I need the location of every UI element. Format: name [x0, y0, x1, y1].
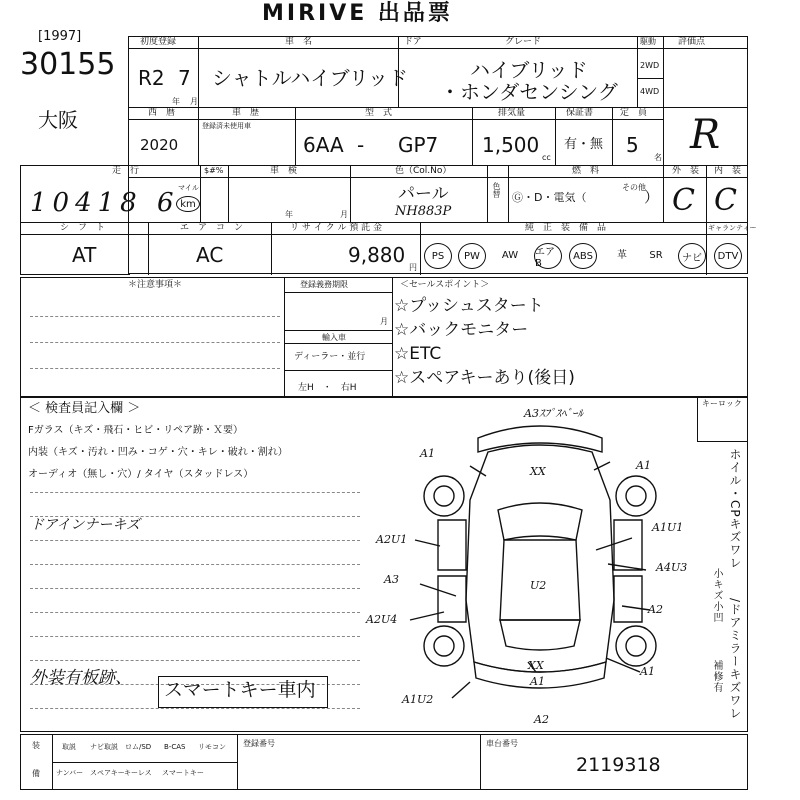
mark-a1-rear-center: A1	[530, 675, 545, 688]
ac-label: エ ア コ ン	[180, 223, 244, 233]
mark-u2-roof: U2	[530, 579, 547, 592]
recycle-unit: 円	[409, 263, 417, 272]
inspector-line2: 内装（キズ・汚れ・凹み・コゲ・穴・キレ・破れ・割れ）	[28, 447, 288, 458]
windshield-outline	[498, 503, 582, 540]
accessory-label: リモコン	[198, 743, 226, 751]
color-label: 色（Col.No）	[395, 166, 452, 176]
mark-a2u4-left: A2U4	[366, 613, 398, 626]
first-registration-era: R2	[138, 66, 165, 90]
side-note-wheel: ホイル・CPキズワレ	[728, 448, 742, 570]
registration-deadline-label: 登録義務期限	[300, 280, 348, 289]
region-label: 大阪	[38, 108, 78, 132]
accessory-label: ロム/SD	[125, 743, 152, 751]
grade-line1: ハイブリッド	[470, 58, 588, 82]
accessory-label: 取説	[62, 743, 76, 751]
displacement-unit: cc	[542, 153, 551, 162]
sales-point-2: ☆バックモニター	[394, 320, 529, 340]
mark-xx-rear: XX	[528, 659, 544, 672]
smart-key-note: スマートキー車内	[164, 679, 316, 701]
left-door-front	[438, 520, 466, 570]
year-suffix: 年	[172, 97, 180, 106]
interior-grade: C	[714, 183, 737, 218]
mileage-label: 走 行	[112, 166, 140, 176]
fuel-label: 燃 料	[572, 166, 600, 176]
rear-window-outline	[500, 620, 580, 650]
wheel-rear-left	[424, 626, 464, 666]
mark-a1-rear-right: A1	[640, 665, 655, 678]
mileage-unit: km	[176, 196, 200, 212]
mark-xx-front: XX	[530, 465, 546, 478]
seats: 5	[626, 133, 639, 157]
first-registration-month: 7	[178, 66, 191, 90]
grade-label: グレード	[505, 37, 542, 47]
displacement: 1,500	[482, 133, 540, 157]
footer-side-label-2: 備	[32, 769, 40, 778]
score-label: 評価点	[678, 37, 706, 47]
shift: AT	[72, 243, 97, 267]
accessory-label: キーレス	[124, 769, 152, 777]
car-name: シャトルハイブリッド	[212, 66, 408, 90]
mark-a1-front-right: A1	[636, 459, 651, 472]
inspector-line1: Fガラス（キズ・飛石・ヒビ・リペア跡・Ｘ要）	[28, 425, 244, 436]
drive-2wd: 2WD	[640, 61, 660, 70]
displacement-label: 排気量	[498, 108, 526, 118]
accessory-label: ナビ取説	[90, 743, 118, 751]
ac: AC	[196, 243, 224, 267]
inspection-year: 年	[285, 210, 293, 219]
seats-unit: 名	[654, 153, 662, 162]
equipment-label: 純 正 装 備 品	[525, 223, 607, 233]
accessory-label: スペアキー	[90, 769, 125, 777]
mark-a1u1-right: A1U1	[652, 521, 684, 534]
accessory-label: ナンバー	[56, 769, 84, 777]
car-name-label: 車 名	[285, 37, 313, 47]
left-door-rear	[438, 576, 466, 622]
western-year: 2020	[140, 136, 179, 154]
registration-deadline-month: 月	[380, 317, 388, 326]
sales-point-3: ☆ETC	[394, 344, 442, 364]
seats-label: 定 員	[620, 108, 648, 118]
inspection-label: 車 検	[270, 166, 298, 176]
mileage: 10418 6	[30, 188, 180, 218]
drive-4wd: 4WD	[640, 87, 660, 96]
first-registration-label: 初度登録	[140, 37, 177, 47]
side-note-small-scratch: 小キズ小凹	[711, 568, 722, 623]
drive-label: 駆動	[640, 37, 656, 46]
mark-a2-right: A2	[648, 603, 663, 616]
sd-label: $#%	[204, 166, 224, 175]
accessory-label: スマートキー	[162, 769, 204, 777]
inspector-line3: オーディオ（無し・穴）/ タイヤ（スタッドレス）	[28, 469, 254, 480]
sales-point-4: ☆スペアキーあり(後日)	[394, 368, 575, 388]
month-suffix: 月	[190, 97, 198, 106]
model-type-prefix: 6AA	[303, 133, 344, 157]
fuel-close: ）	[644, 188, 660, 206]
handle-options: 左H ・ 右H	[298, 383, 357, 393]
warranty: 有・無	[564, 137, 604, 152]
history-label: 車 歴	[232, 108, 260, 118]
fuel-options: Ⓖ・D・電気（	[512, 191, 587, 204]
equipment-item: エアB	[534, 243, 562, 269]
model-type-label: 型 式	[365, 108, 393, 118]
mark-a2-bottom: A2	[534, 713, 549, 726]
color-change-label: 色替	[492, 182, 501, 198]
right-door-rear	[614, 576, 642, 622]
wheel-front-left	[424, 476, 464, 516]
warranty-label: 保証書	[566, 108, 594, 118]
inspection-month: 月	[340, 210, 348, 219]
evaluation-score: R	[690, 112, 721, 158]
history-note: 登録済未使用車	[202, 122, 251, 130]
import-label: 輸入車	[322, 333, 346, 342]
side-note-repair: 補修有	[711, 660, 722, 693]
equipment-item: AW	[501, 250, 519, 261]
wheel-front-right	[616, 476, 656, 516]
shift-label: シ フ ト	[60, 223, 106, 233]
equipment-item: ABS	[569, 243, 597, 269]
mark-a4u3-right: A4U3	[656, 561, 688, 574]
form-title: MIRIVE 出品票	[262, 1, 453, 26]
equipment-item: PW	[458, 243, 486, 269]
exterior-label: 外 装	[672, 166, 700, 176]
equipment-item: DTV	[714, 243, 742, 269]
color: パール	[398, 184, 449, 204]
recycle-deposit: 9,880	[348, 243, 406, 267]
caution-label: ＊注意事項＊	[128, 280, 183, 290]
mileage-unit-top: マイル	[178, 184, 199, 192]
side-note-mirror: /ドアミラーキズワレ	[728, 598, 742, 721]
recycle-label: リ サ イ ク ル 預 託 金	[290, 223, 383, 233]
model-type-code: GP7	[398, 133, 439, 157]
footer-side-label-1: 装	[32, 741, 40, 750]
color-code: NH883P	[395, 204, 452, 219]
equipment-item: PS	[424, 243, 452, 269]
sales-points-label: ＜セールスポイント＞	[400, 280, 490, 290]
inspector-label: ＜ 検査員記入欄 ＞	[28, 401, 141, 416]
chassis-number: 2119318	[576, 754, 661, 776]
interior-label: 内 装	[714, 166, 742, 176]
mark-a3-front: A3ｽﾌﾟｽﾍﾞｰﾙ	[524, 407, 583, 420]
chassis-number-label: 車台番号	[486, 739, 518, 748]
door-label: ドア	[404, 37, 422, 47]
mark-a1-front-left: A1	[420, 447, 435, 460]
western-year-label: 西 暦	[148, 108, 176, 118]
mark-a2u1-left: A2U1	[376, 533, 408, 546]
handwritten-note-door: ドアインナーキズ	[30, 517, 141, 533]
equipment-item: 革	[617, 250, 627, 261]
exterior-grade: C	[672, 183, 695, 218]
sales-point-1: ☆プッシュスタート	[394, 296, 544, 316]
mark-a1u2-rear-left: A1U2	[402, 693, 434, 706]
front-bumper-outline	[478, 426, 602, 452]
import-options: ディーラー・並行	[294, 352, 366, 362]
guarantee-label: ギャランティー	[708, 224, 757, 232]
grade-line2: ・ホンダセンシング	[440, 80, 618, 104]
wheel-rear-right	[616, 626, 656, 666]
accessory-label: B-CAS	[164, 743, 186, 751]
registration-number-label: 登録番号	[243, 739, 275, 748]
keylock-label: キーロック	[702, 399, 742, 408]
mark-a3-left: A3	[384, 573, 399, 586]
right-door-front	[614, 520, 642, 570]
year-tag: [1997]	[38, 29, 82, 44]
car-body-outline	[466, 445, 614, 672]
model-type-dash: -	[357, 133, 365, 157]
equipment-item: SR	[649, 250, 663, 261]
equipment-item: ナビ	[678, 243, 706, 269]
fuel-other-label: その他	[622, 183, 646, 192]
lot-number: 30155	[20, 47, 116, 82]
handwritten-note-exterior: 外装有板跡、	[30, 668, 132, 688]
